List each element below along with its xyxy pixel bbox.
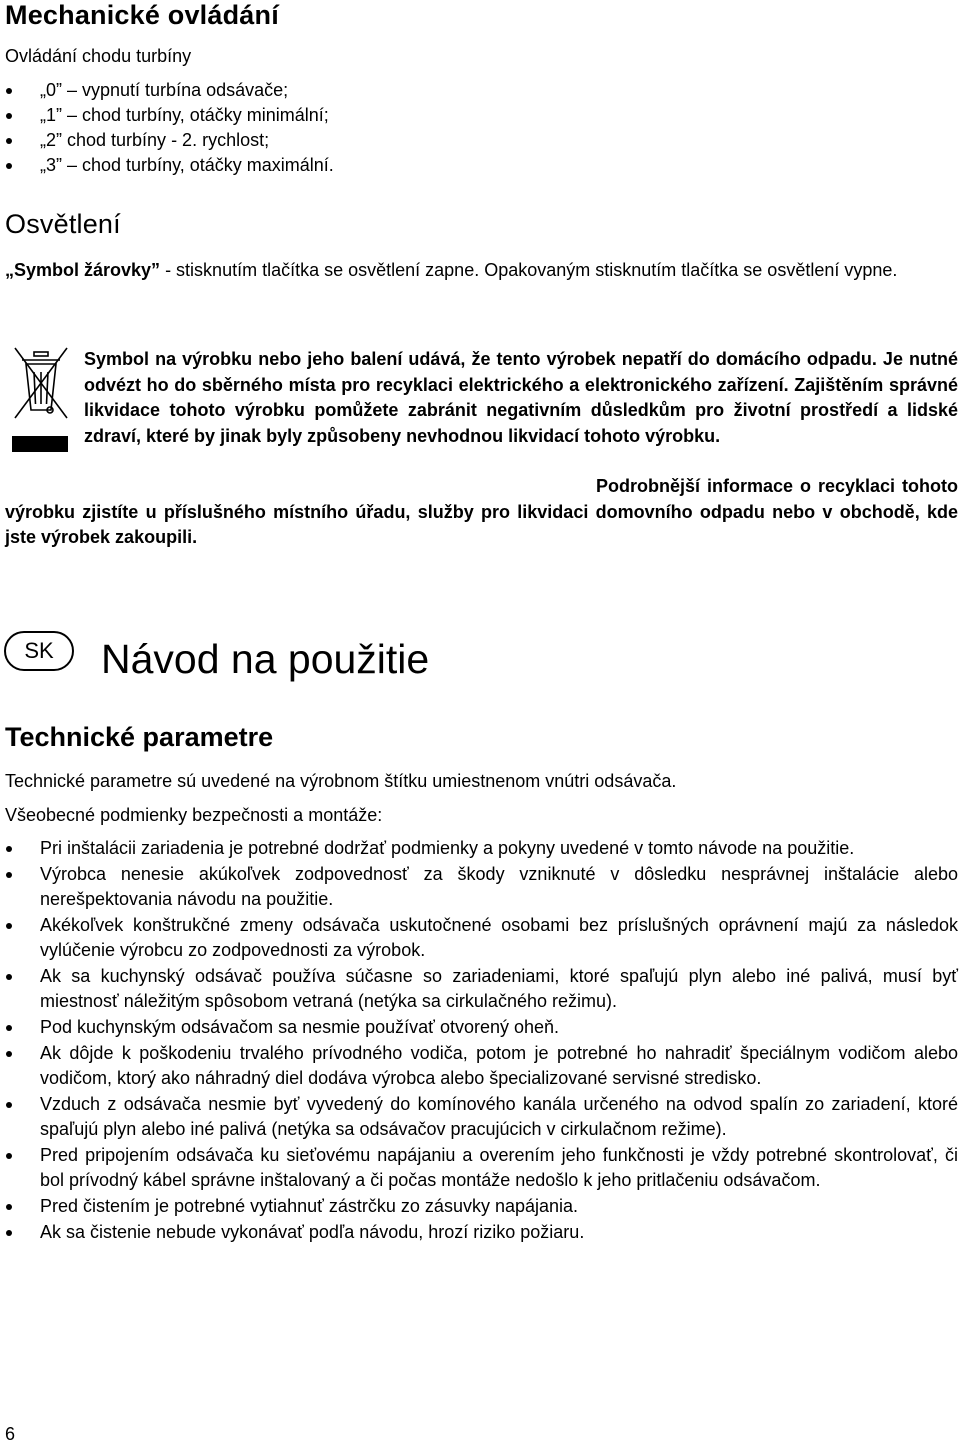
list-item: „3” – chod turbíny, otáčky maximální. xyxy=(0,153,940,178)
list-item: Pred pripojením odsávača ku sieťovému napájaniu a overením jeho funkčnosti je vždy potrebné skontrolovať, či bol prívodný kábel správne inštalovaný a či počas montáže nedošlo k jeho pritlačeniu odsávačom. xyxy=(0,1143,958,1193)
language-badge-sk xyxy=(4,631,74,671)
weee-paragraph-continued: Podrobnější informace o recyklaci tohoto výrobku zjistíte u příslušného místního úřadu, služby pro likvidaci domovního odpadu nebo v obchodě, kde jste výrobek zakoupili. xyxy=(5,476,958,547)
lighting-heading: Osvětlení xyxy=(5,209,121,239)
list-item: Ak dôjde k poškodeniu trvalého prívodného vodiča, potom je potrebné ho nahradiť špeciálnym vodičom alebo vodičom, ktorý ako náhradný diel dodáva výrobca alebo špecializované servisné stredisko. xyxy=(0,1041,958,1091)
lighting-bold-lead: „Symbol žárovky” xyxy=(5,260,161,280)
list-item: „1” – chod turbíny, otáčky minimální; xyxy=(0,103,940,128)
tech-params-text: Technické parametre sú uvedené na výrobnom štítku umiestnenom vnútri odsávača. xyxy=(5,771,677,791)
page-number: 6 xyxy=(5,1424,16,1444)
list-item: Pod kuchynským odsávačom sa nesmie používať otvorený oheň. xyxy=(0,1015,958,1040)
language-badge-label: SK xyxy=(24,638,54,663)
list-item: Pri inštalácii zariadenia je potrebné dodržať podmienky a pokyny uvedené v tomto návode na použitie. xyxy=(0,836,958,861)
sk-manual-title: Návod na použitie xyxy=(101,636,430,682)
list-item: Vzduch z odsávača nesmie byť vyvedený do komínového kanála určeného na odvod spalín zo zariadení, ktoré spaľujú plyn alebo iné palivá (netýka sa odsávačov pracujúcich v cirkulačnom režime). xyxy=(0,1092,958,1142)
list-item: „2” chod turbíny - 2. rychlost; xyxy=(0,128,940,153)
list-item: Ak sa kuchynský odsávač používa súčasne so zariadeniami, ktoré spaľujú plyn alebo iné palivá, musí byť miestnosť náležitým spôsobom vetraná (netýka sa cirkulačného režimu). xyxy=(0,964,958,1014)
turbine-subheading: Ovládání chodu turbíny xyxy=(5,46,192,66)
list-item: Pred čistením je potrebné vytiahnuť zástrčku zo zásuvky napájania. xyxy=(0,1194,958,1219)
safety-list xyxy=(0,836,958,1246)
turbine-heading: Mechanické ovládání xyxy=(5,0,279,30)
weee-paragraph: Symbol na výrobku nebo jeho balení udává, že tento výrobek nepatří do domácího odpadu. Je nutné odvézt ho do sběrného místa pro recyklaci elektrického a elektronického zařízení. Zajištěním správné likvidace tohoto výrobku pomůžete zabránit negativním důsledkům pro životní prostředí a lidské zdraví, které by jinak byly způsobeny nevhodnou likvidací tohoto výrobku. xyxy=(84,349,958,446)
crossed-bin-icon xyxy=(12,342,70,458)
list-item: Výrobca nenesie akúkoľvek zodpovednosť za škody vzniknuté v dôsledku nesprávnej inštalácie alebo nerešpektovania návodu na použitie. xyxy=(0,862,958,912)
turbine-speed-list xyxy=(0,78,940,178)
safety-intro: Všeobecné podmienky bezpečnosti a montáže: xyxy=(5,805,383,825)
list-item: „0” – vypnutí turbína odsávače; xyxy=(0,78,940,103)
tech-params-heading: Technické parametre xyxy=(5,722,274,752)
lighting-text: - stisknutím tlačítka se osvětlení zapne. Opakovaným stisknutím tlačítka se osvětlení vypne. xyxy=(160,260,898,280)
lighting-paragraph xyxy=(5,258,957,283)
list-item: Akékoľvek konštrukčné zmeny odsávača uskutočnené osobami bez príslušných oprávnení majú za následok vylúčenie výrobcu zo zodpovednosti za výrobok. xyxy=(0,913,958,963)
list-item: Ak sa čistenie nebude vykonávať podľa návodu, hrozí riziko požiaru. xyxy=(0,1220,958,1245)
